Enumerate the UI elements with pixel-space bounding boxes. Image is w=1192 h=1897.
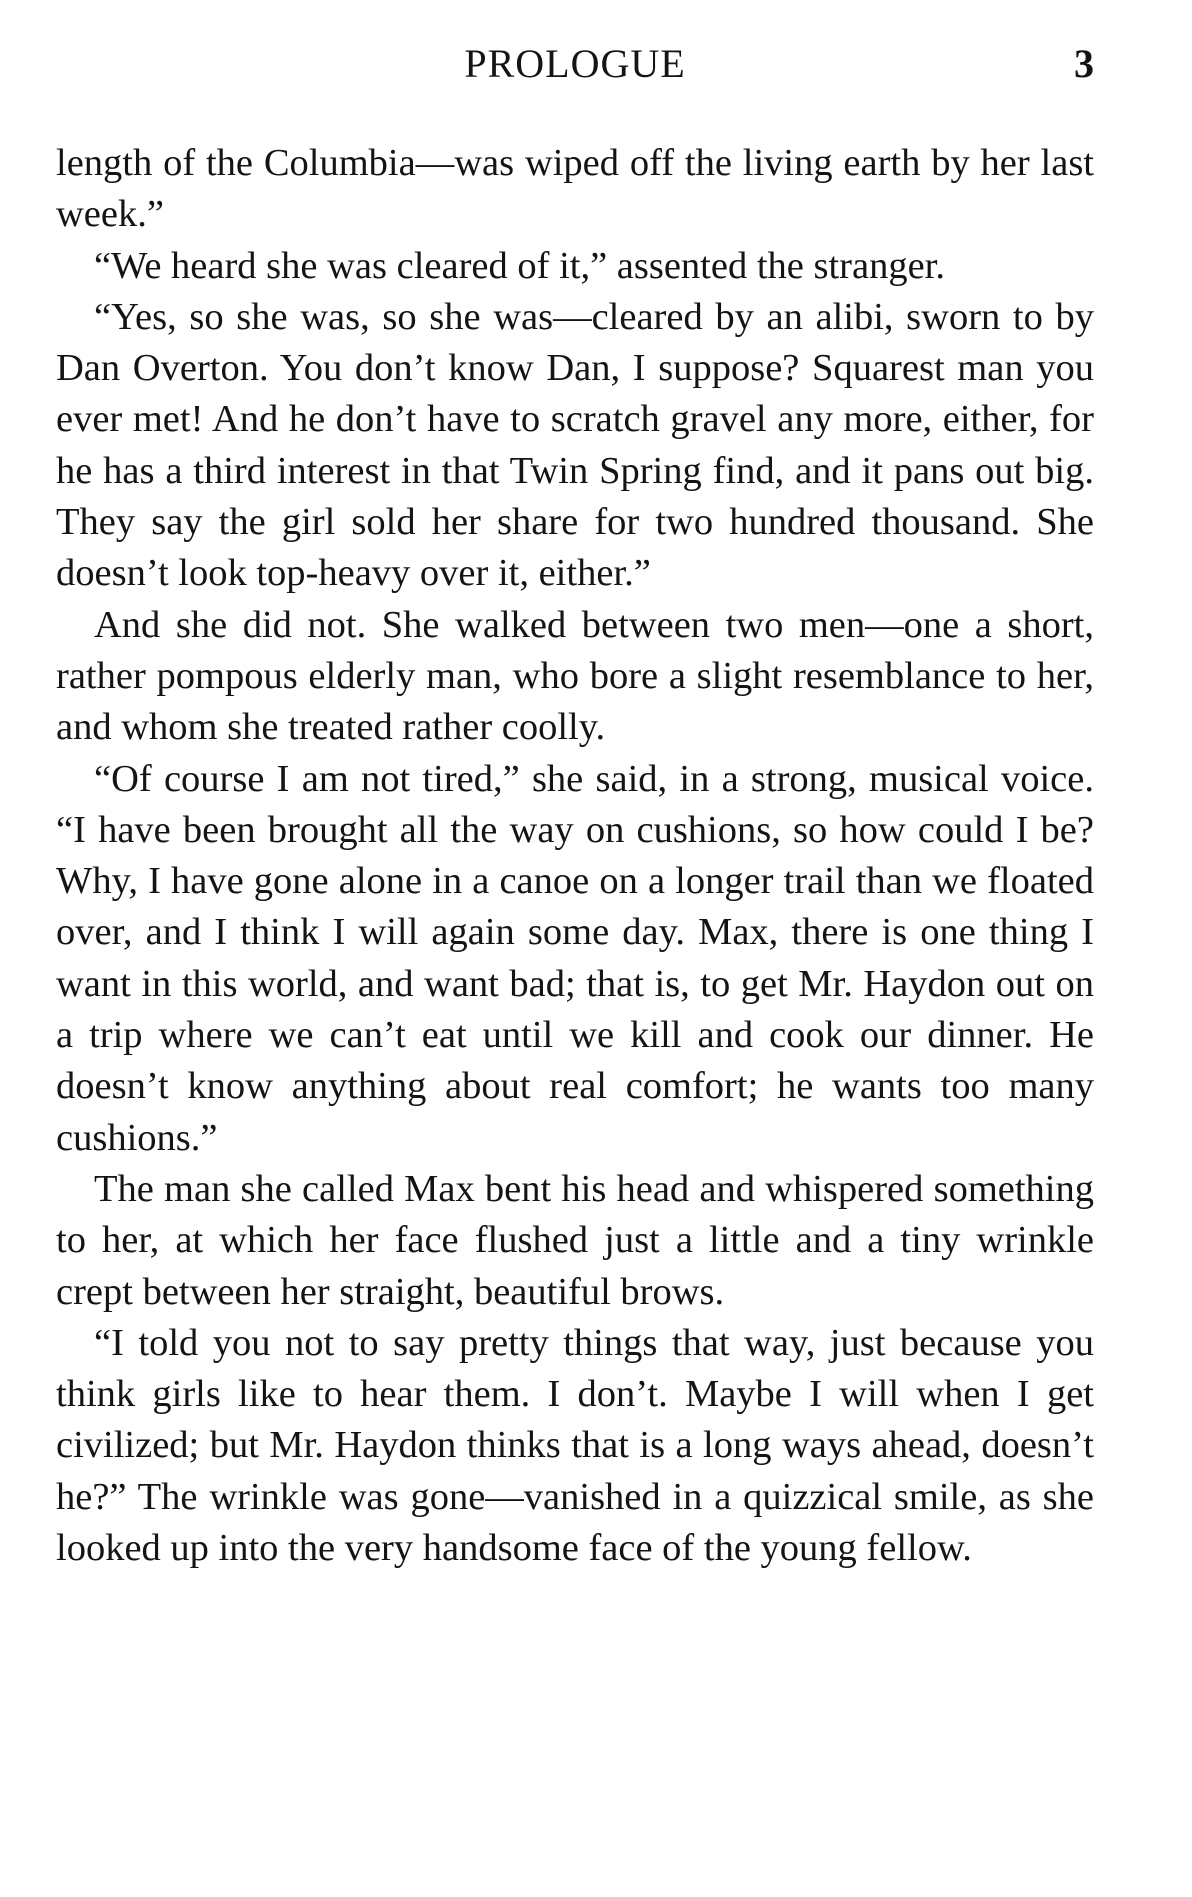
paragraph: “We heard she was cleared of it,” assented the stranger. (94, 244, 946, 287)
paragraph: And she did not. She walked between two men—one a short, rather pompous elderly man, who bore a slight resemblance to her, and whom she treated rather coolly. (56, 603, 1094, 749)
running-head (56, 40, 1094, 100)
paragraph-continued: length of the Columbia—was wiped off the living earth by her last week.” (56, 142, 1094, 236)
paragraph: The man she called Max bent his head and whispered something to her, at which her face flushed just a little and a tiny wrinkle crept between her straight, beautiful brows. (56, 1167, 1094, 1313)
paragraph: “I told you not to say pretty things that way, just because you think girls like to hear them. I don’t. Maybe I will when I get civilized; but Mr. Haydon thinks that is a long ways ahead, doesn’t he?” The wrinkle was gone—vanished in a quizzical smile, as she looked up into the very handsome face of the young fellow. (56, 1321, 1094, 1570)
paragraph: “Of course I am not tired,” she said, in a strong, musical voice. “I have been brought all the way on cushions, so how could I be? Why, I have gone alone in a canoe on a longer trail than we floated over, and I think I will again some day. Max, there is one thing I want in this world, and want bad; that is, to get Mr. Haydon out on a trip where we can’t eat until we kill and cook our dinner. He doesn’t know anything about real comfort; he wants too many cushions.” (56, 757, 1094, 1159)
body-text (56, 138, 1094, 1574)
page-number: 3 (1074, 41, 1094, 86)
chapter-title: PROLOGUE (464, 41, 686, 86)
paragraph: “Yes, so she was, so she was—cleared by an alibi, sworn to by Dan Overton. You don’t know Dan, I suppose? Squarest man you ever met! And he don’t have to scratch gravel any more, either, for he has a third interest in that Twin Spring find, and it pans out big. They say the girl sold her share for two hundred thousand. She doesn’t look top-heavy over it, either.” (56, 295, 1094, 595)
